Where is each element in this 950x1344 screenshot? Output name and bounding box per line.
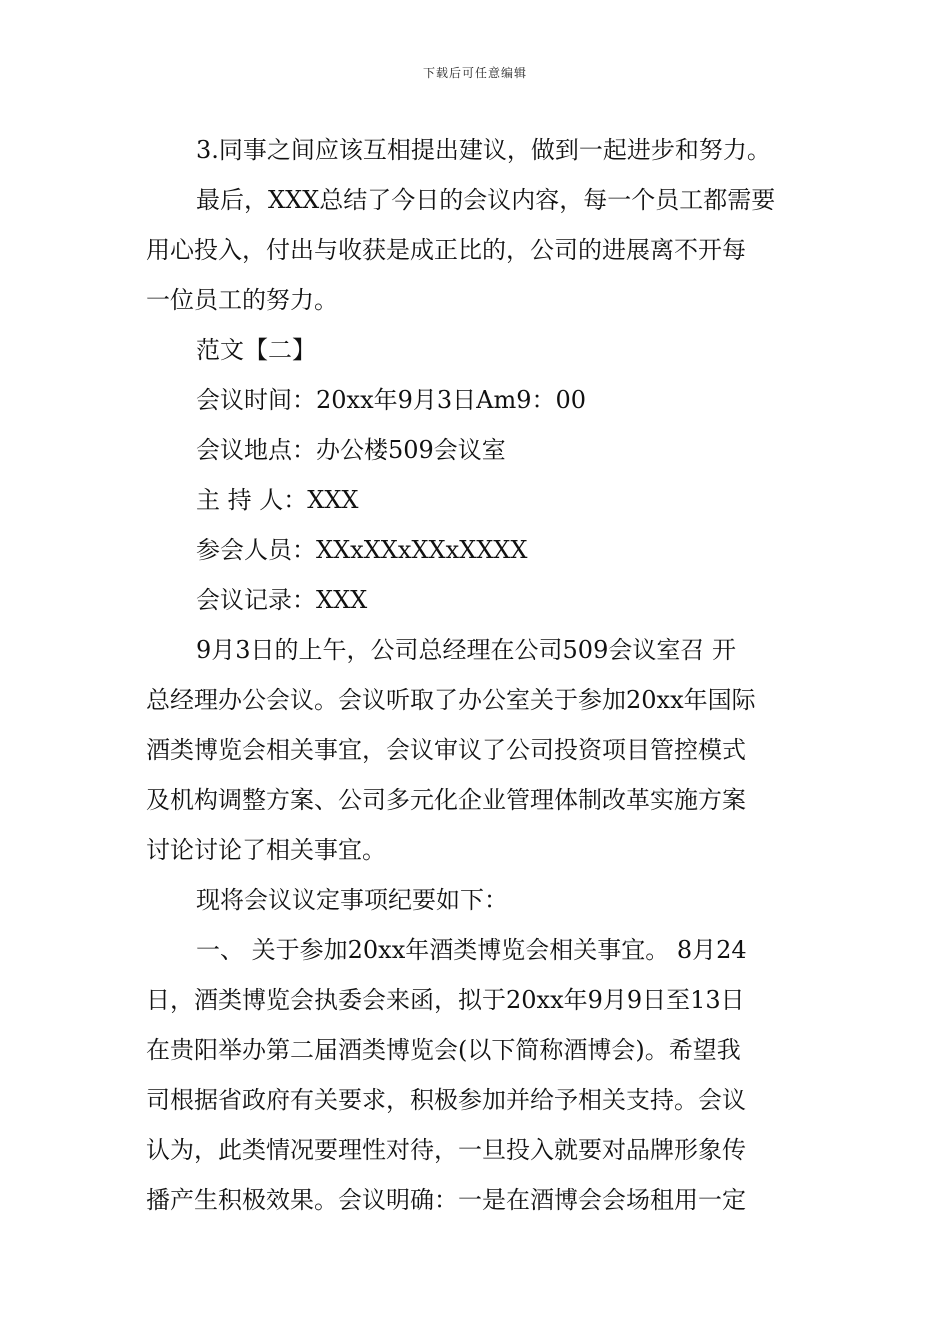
meeting-time: 会议时间：20xx年9月3日Am9：00 <box>196 386 587 414</box>
paragraph-line: 播产生积极效果。会议明确：一是在酒博会会场租用一定 <box>146 1186 746 1214</box>
paragraph-line: 现将会议议定事项纪要如下： <box>196 886 508 914</box>
section-heading: 范文【二】 <box>196 336 316 364</box>
paragraph-line: 3.同事之间应该互相提出建议，做到一起进步和努力。 <box>196 136 771 164</box>
paragraph-line: 用心投入，付出与收获是成正比的，公司的进展离不开每 <box>146 236 746 264</box>
paragraph-line: 在贵阳举办第二届酒类博览会(以下简称酒博会)。希望我 <box>146 1036 741 1064</box>
meeting-attendees: 参会人员：XXxXXxXXxXXXX <box>196 536 528 564</box>
paragraph-line: 日，酒类博览会执委会来函，拟于20xx年9月9日至13日 <box>146 986 745 1014</box>
paragraph-line: 一位员工的努力。 <box>146 286 338 314</box>
meeting-recorder: 会议记录：XXX <box>196 586 368 614</box>
paragraph-line: 讨论讨论了相关事宜。 <box>146 836 386 864</box>
meeting-host: 主 持 人：XXX <box>196 486 359 514</box>
document-body <box>146 125 806 1225</box>
paragraph-line: 及机构调整方案、公司多元化企业管理体制改革实施方案 <box>146 786 746 814</box>
meeting-location: 会议地点：办公楼509会议室 <box>196 436 506 464</box>
paragraph-line: 认为，此类情况要理性对待，一旦投入就要对品牌形象传 <box>146 1136 746 1164</box>
paragraph-line: 9月3日的上午，公司总经理在公司509会议室召 开 <box>196 636 736 664</box>
page-header: 下载后可任意编辑 <box>422 66 527 80</box>
paragraph-line: 酒类博览会相关事宜，会议审议了公司投资项目管控模式 <box>146 736 746 764</box>
paragraph-line: 总经理办公会议。会议听取了办公室关于参加20xx年国际 <box>146 686 756 714</box>
paragraph-line: 一、 关于参加20xx年酒类博览会相关事宜。 8月24 <box>196 936 747 964</box>
paragraph-line: 最后，XXX总结了今日的会议内容，每一个员工都需要 <box>196 186 776 214</box>
paragraph-line: 司根据省政府有关要求，积极参加并给予相关支持。会议 <box>146 1086 746 1114</box>
